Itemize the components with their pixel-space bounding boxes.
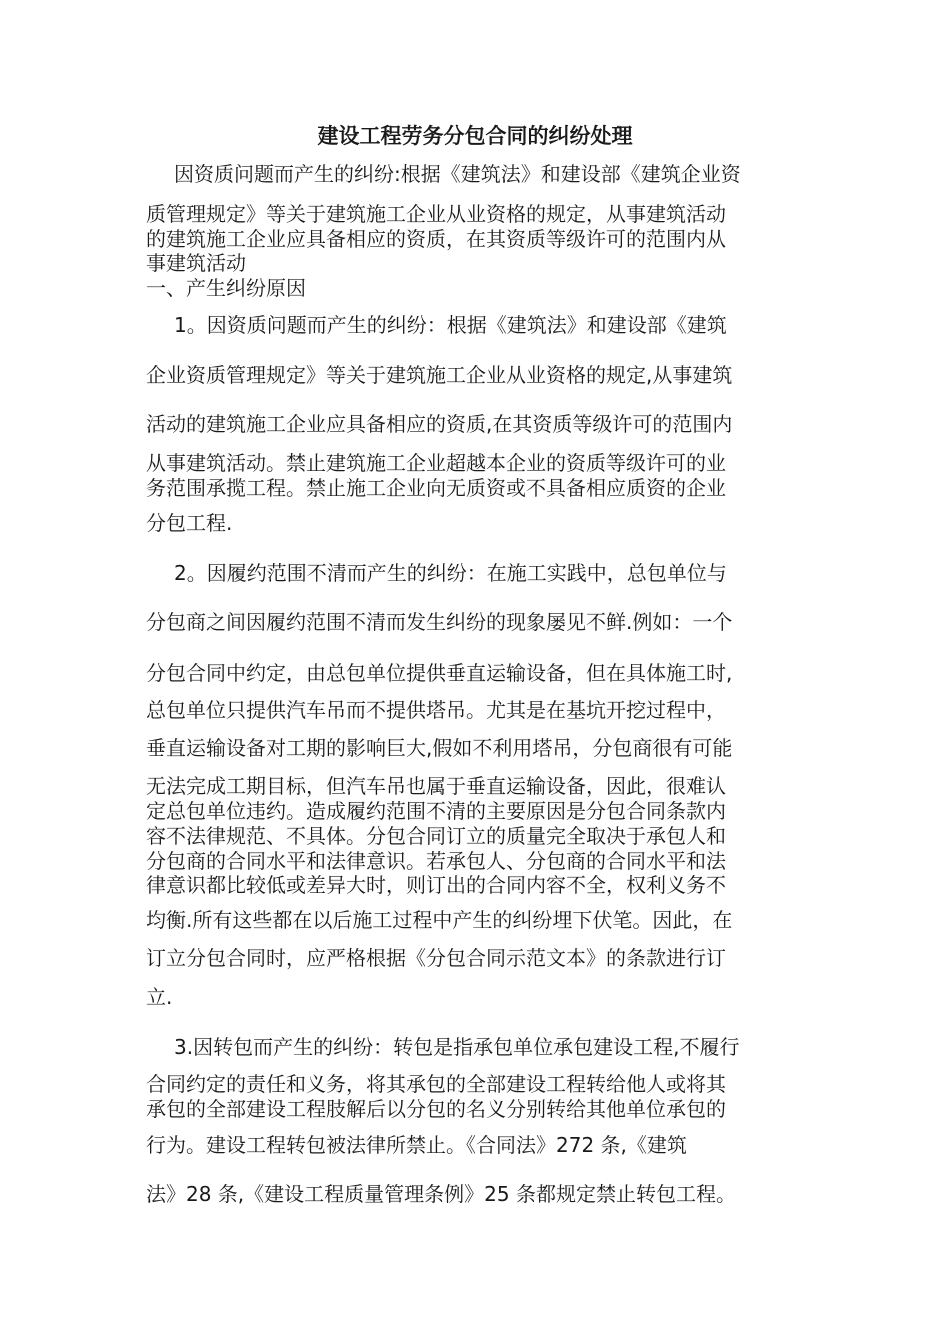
- paragraph-line: 分包合同中约定，由总包单位提供垂直运输设备，但在具体施工时,: [146, 661, 733, 685]
- paragraph-line: 容不法律规范、不具体。分包合同订立的质量完全取决于承包人和: [146, 824, 726, 848]
- paragraph-line: 承包的全部建设工程肢解后以分包的名义分别转给其他单位承包的: [146, 1097, 726, 1121]
- paragraph-line: 1。因资质问题而产生的纠纷：根据《建筑法》和建设部《建筑: [174, 313, 727, 337]
- paragraph-line: 的建筑施工企业应具备相应的资质，在其资质等级许可的范围内从: [146, 227, 726, 251]
- paragraph-line: 均衡.所有这些都在以后施工过程中产生的纠纷埋下伏笔。因此，在: [146, 908, 733, 932]
- paragraph-line: 3.因转包而产生的纠纷：转包是指承包单位承包建设工程,不履行: [174, 1035, 740, 1059]
- paragraph-line: 事建筑活动: [146, 251, 246, 275]
- paragraph-line: 务范围承揽工程。禁止施工企业向无质资或不具备相应质资的企业: [146, 476, 726, 500]
- paragraph-line: 分包商的合同水平和法律意识。若承包人、分包商的合同水平和法: [146, 849, 726, 873]
- document-title: 建设工程劳务分包合同的纠纷处理: [317, 124, 633, 148]
- paragraph-line: 2。因履约范围不清而产生的纠纷：在施工实践中，总包单位与: [174, 561, 727, 585]
- paragraph-line: 分包商之间因履约范围不清而发生纠纷的现象屡见不鲜.例如：一个: [146, 610, 733, 634]
- paragraph-line: 总包单位只提供汽车吊而不提供塔吊。尤其是在基坑开挖过程中，: [146, 698, 726, 722]
- paragraph-line: 订立分包合同时，应严格根据《分包合同示范文本》的条款进行订: [146, 946, 726, 970]
- paragraph-line: 无法完成工期目标，但汽车吊也属于垂直运输设备，因此，很难认: [146, 774, 726, 798]
- paragraph-line: 质管理规定》等关于建筑施工企业从业资格的规定，从事建筑活动: [146, 202, 726, 226]
- paragraph-line: 行为。建设工程转包被法律所禁止。《合同法》272 条,《建筑: [146, 1133, 687, 1157]
- paragraph-line: 律意识都比较低或差异大时，则订出的合同内容不全，权利义务不: [146, 873, 726, 897]
- paragraph-line: 企业资质管理规定》等关于建筑施工企业从业资格的规定,从事建筑: [146, 363, 733, 387]
- paragraph-line: 立.: [146, 985, 173, 1009]
- paragraph-line: 定总包单位违约。造成履约范围不清的主要原因是分包合同条款内: [146, 799, 726, 823]
- paragraph-line: 分包工程.: [146, 511, 233, 535]
- paragraph-line: 因资质问题而产生的纠纷:根据《建筑法》和建设部《建筑企业资: [174, 162, 741, 186]
- paragraph-line: 从事建筑活动。禁止建筑施工企业超越本企业的资质等级许可的业: [146, 451, 726, 475]
- paragraph-line: 活动的建筑施工企业应具备相应的资质,在其资质等级许可的范围内: [146, 412, 733, 436]
- paragraph-line: 合同约定的责任和义务，将其承包的全部建设工程转给他人或将其: [146, 1072, 726, 1096]
- paragraph-line: 法》28 条,《建设工程质量管理条例》25 条都规定禁止转包工程。: [146, 1182, 736, 1206]
- section-heading: 一、产生纠纷原因: [146, 276, 306, 300]
- paragraph-line: 垂直运输设备对工期的影响巨大,假如不利用塔吊，分包商很有可能: [146, 736, 733, 760]
